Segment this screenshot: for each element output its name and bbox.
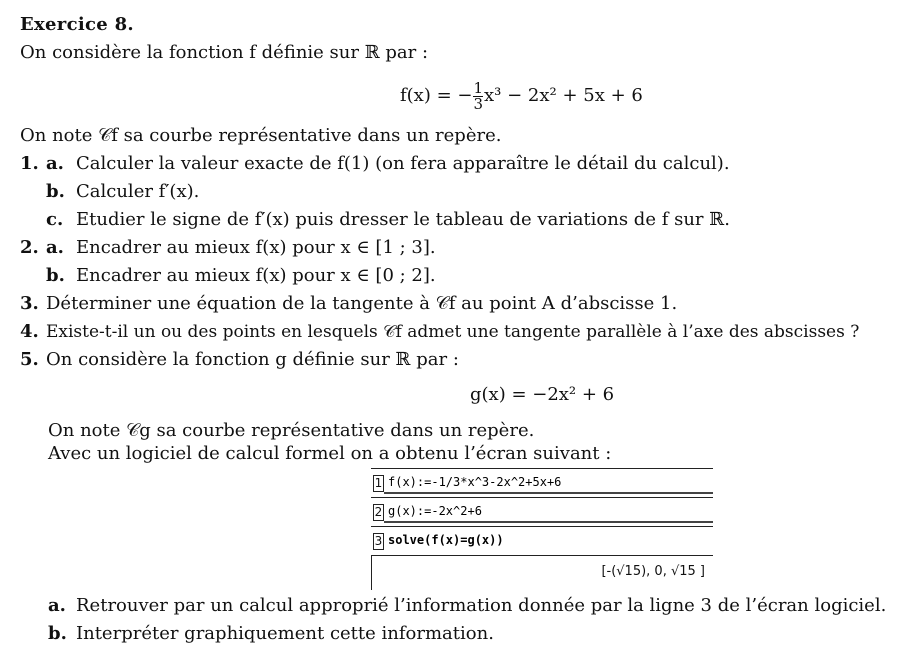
- fraction-denominator: 3: [473, 94, 484, 113]
- cas-row-code[interactable]: solve(f(x)=g(x)): [388, 533, 504, 547]
- divider: [384, 521, 713, 523]
- cas-result: [-(√15), 0, √15 ]: [601, 564, 705, 579]
- intro-text: On considère la fonction f définie sur ℝ par :: [20, 42, 429, 63]
- q2a-text: Encadrer au mieux f(x) pour x ∈ [1 ; 3].: [76, 237, 436, 258]
- exercise-title: Exercice 8.: [20, 14, 134, 35]
- q2a-label: a.: [46, 237, 64, 258]
- g-formula: g(x) = −2x² + 6: [470, 384, 615, 405]
- q2b-text: Encadrer au mieux f(x) pour x ∈ [0 ; 2].: [76, 265, 436, 286]
- note-cf: On note 𝒞f sa courbe représentative dans un repère.: [20, 125, 502, 146]
- q3-text: Déterminer une équation de la tangente à 𝒞f au point A d’abscisse 1.: [46, 293, 678, 314]
- q3-number: 3.: [20, 293, 39, 314]
- f-formula-prefix: f(x) = −: [400, 85, 473, 106]
- q1c-label: c.: [46, 209, 64, 230]
- q1b-label: b.: [46, 181, 65, 202]
- q5-number: 5.: [20, 349, 39, 370]
- cas-output: [371, 555, 713, 590]
- fraction: [473, 78, 484, 113]
- divider: [384, 492, 713, 494]
- q5-text: On considère la fonction g définie sur ℝ par :: [46, 349, 459, 370]
- q1-number: 1.: [20, 153, 39, 174]
- cas-row[interactable]: [371, 468, 713, 497]
- q4-number: 4.: [20, 321, 39, 342]
- q5a-label: a.: [48, 595, 66, 616]
- q4-text: Existe-t-il un ou des points en lesquels 𝒞f admet une tangente parallèle à l’axe des abscisses ?: [46, 322, 860, 342]
- cas-row-code[interactable]: f(x):=-1/3*x^3-2x^2+5x+6: [388, 475, 562, 489]
- fraction-numerator: 1: [473, 78, 484, 97]
- q1a-label: a.: [46, 153, 64, 174]
- f-formula: [400, 80, 643, 112]
- q5b-text: Interpréter graphiquement cette information.: [76, 623, 494, 644]
- cas-row[interactable]: [371, 526, 713, 555]
- q2b-label: b.: [46, 265, 65, 286]
- cas-row-index: 2: [374, 505, 383, 519]
- q5a-text: Retrouver par un calcul approprié l’information donnée par la ligne 3 de l’écran logiciel.: [76, 595, 887, 616]
- cas-screen: [371, 468, 713, 590]
- q5b-label: b.: [48, 623, 67, 644]
- cas-row-index: 3: [374, 534, 383, 548]
- cas-row-index: 1: [374, 476, 383, 490]
- cas-row-code[interactable]: g(x):=-2x^2+6: [388, 504, 482, 518]
- f-formula-rest: x³ − 2x² + 5x + 6: [484, 85, 643, 106]
- note-cg: On note 𝒞g sa courbe représentative dans un repère.: [48, 420, 535, 441]
- cas-row[interactable]: [371, 497, 713, 526]
- q2-number: 2.: [20, 237, 39, 258]
- q1b-text: Calculer f′(x).: [76, 181, 200, 202]
- q1c-text: Etudier le signe de f′(x) puis dresser le tableau de variations de f sur ℝ.: [76, 209, 730, 230]
- cas-intro: Avec un logiciel de calcul formel on a obtenu l’écran suivant :: [48, 443, 612, 464]
- q1a-text: Calculer la valeur exacte de f(1) (on fera apparaître le détail du calcul).: [76, 153, 730, 174]
